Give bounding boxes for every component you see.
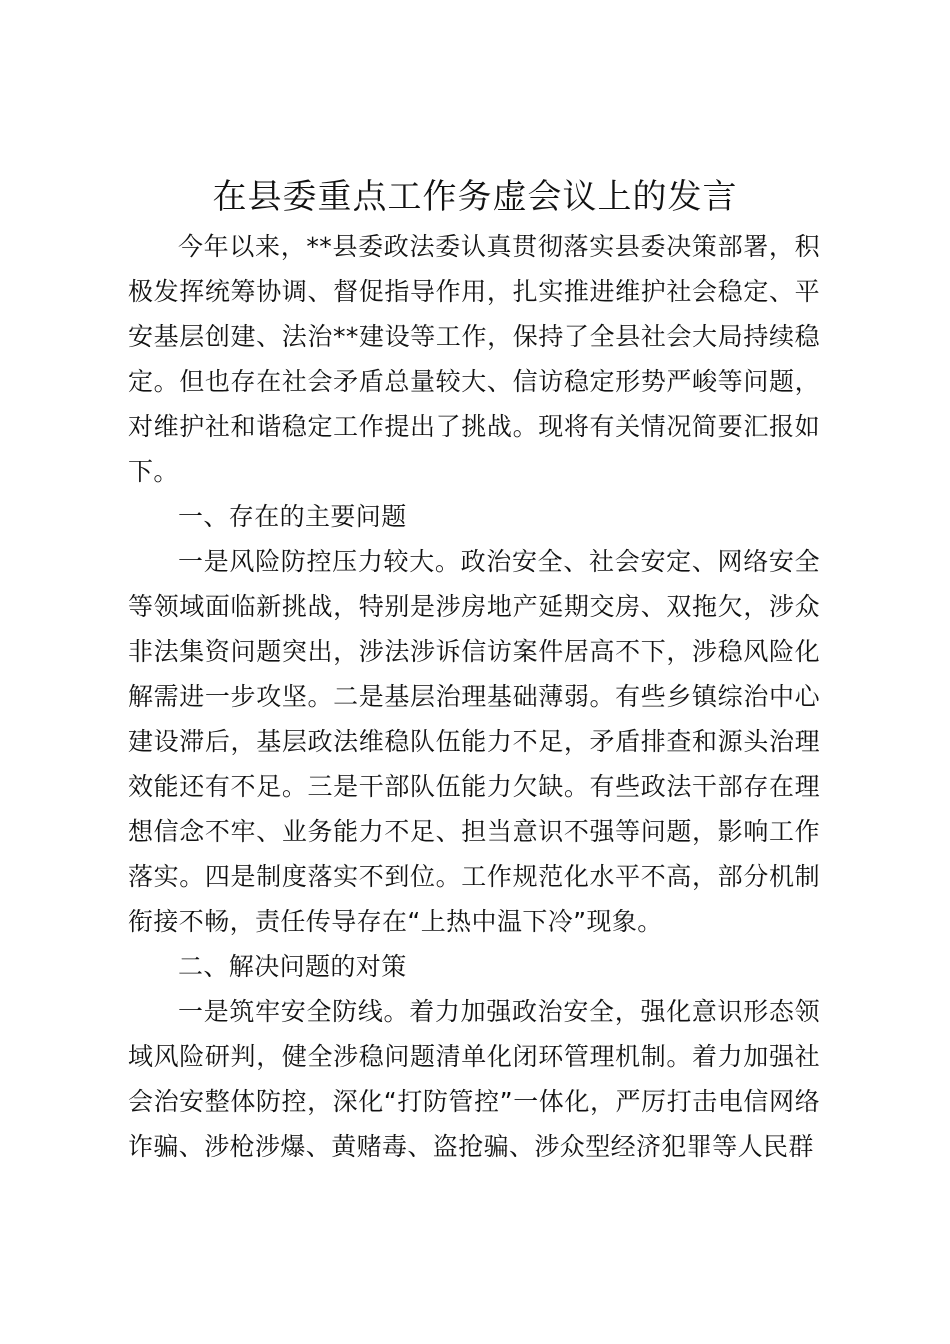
problems-paragraph: 一是风险防控压力较大。政治安全、社会安定、网络安全等领域面临新挑战，特别是涉房地产延期交房、双拖欠，涉众非法集资问题突出，涉法涉诉信访案件居高不下，涉稳风险化解需进一步攻坚。二是基层治理基础薄弱。有些乡镇综治中心建设滞后，基层政法维稳队伍能力不足，矛盾排查和源头治理效能还有不足。三是干部队伍能力欠缺。有些政法干部存在理想信念不牢、业务能力不足、担当意识不强等问题，影响工作落实。四是制度落实不到位。工作规范化水平不高，部分机制衔接不畅，责任传导存在“上热中温下冷”现象。 bbox=[128, 547, 820, 936]
solutions-paragraph: 一是筑牢安全防线。着力加强政治安全，强化意识形态领域风险研判，健全涉稳问题清单化闭环管理机制。着力加强社会治安整体防控，深化“打防管控”一体化，严厉打击电信网络诈骗、涉枪涉爆、黄赌毒、盗抢骗、涉众型经济犯罪等人民群 bbox=[128, 997, 820, 1161]
document-title: 在县委重点工作务虚会议上的发言 bbox=[212, 177, 738, 217]
section-heading-solutions: 二、解决问题的对策 bbox=[178, 952, 407, 981]
intro-paragraph: 今年以来，**县委政法委认真贯彻落实县委决策部署，积极发挥统筹协调、督促指导作用，扎实推进维护社会稳定、平安基层创建、法治**建设等工作，保持了全县社会大局持续稳定。但也存在社会矛盾总量较大、信访稳定形势严峻等问题，对维护社和谐稳定工作提出了挑战。现将有关情况简要汇报如下。 bbox=[128, 232, 820, 486]
document-body bbox=[128, 224, 820, 1169]
section-heading-problems: 一、存在的主要问题 bbox=[178, 502, 407, 531]
